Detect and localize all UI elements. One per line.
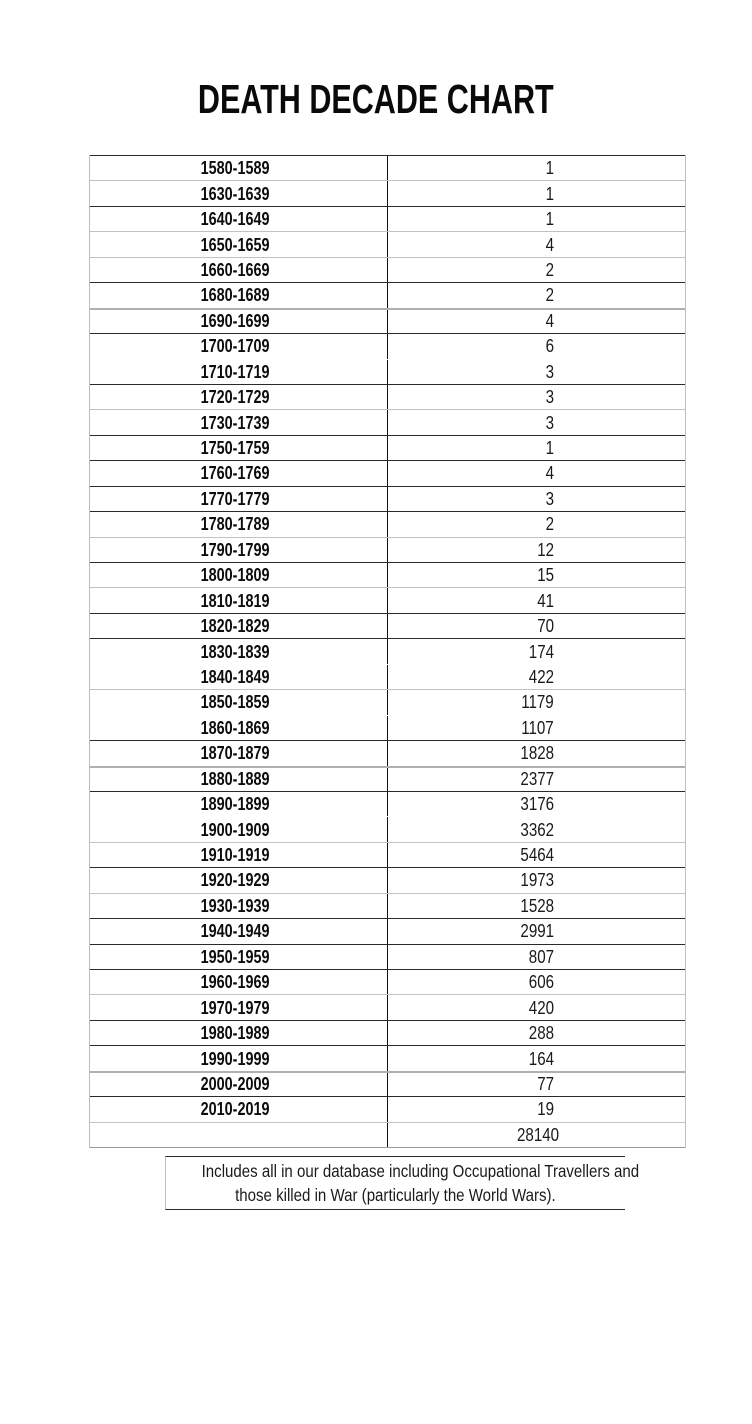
decade-cell bbox=[90, 690, 388, 714]
decade-cell bbox=[90, 716, 388, 740]
count-cell bbox=[388, 690, 685, 714]
count-cell bbox=[388, 436, 685, 460]
table-row bbox=[90, 206, 685, 231]
table-row bbox=[90, 613, 685, 638]
count-value: 4 bbox=[545, 234, 554, 255]
decade-cell bbox=[90, 207, 388, 231]
table-row bbox=[90, 460, 685, 485]
count-value: 3 bbox=[545, 488, 554, 509]
count-value: 1107 bbox=[521, 717, 554, 738]
decade-cell bbox=[90, 741, 388, 765]
count-value: 3 bbox=[545, 412, 554, 433]
decade-cell bbox=[90, 487, 388, 511]
decade-label: 1990-1999 bbox=[201, 1048, 270, 1069]
table-row bbox=[90, 359, 685, 384]
count-value: 2 bbox=[545, 514, 554, 535]
table-row bbox=[90, 918, 685, 943]
count-cell bbox=[388, 1021, 685, 1045]
table-row bbox=[90, 944, 685, 969]
count-cell bbox=[388, 716, 685, 740]
decade-label: 1650-1659 bbox=[201, 234, 270, 255]
count-value: 606 bbox=[528, 972, 554, 993]
decade-cell bbox=[90, 156, 388, 180]
decade-label: 1690-1699 bbox=[201, 311, 270, 332]
count-cell bbox=[388, 283, 685, 307]
decade-cell bbox=[90, 360, 388, 384]
table-row bbox=[90, 994, 685, 1019]
count-value: 1179 bbox=[521, 692, 554, 713]
table-row bbox=[90, 893, 685, 918]
decade-label: 1940-1949 bbox=[201, 921, 270, 942]
decade-cell bbox=[90, 588, 388, 612]
count-value: 174 bbox=[528, 641, 554, 662]
decade-label: 1890-1899 bbox=[201, 794, 270, 815]
footnote-line-2 bbox=[166, 1183, 625, 1207]
table-row bbox=[90, 257, 685, 282]
decade-label: 1660-1669 bbox=[201, 259, 270, 280]
count-value: 1528 bbox=[520, 895, 554, 916]
table-row bbox=[90, 282, 685, 307]
decade-label: 1680-1689 bbox=[201, 285, 270, 306]
count-cell bbox=[388, 792, 685, 816]
table-row bbox=[90, 486, 685, 511]
count-value: 41 bbox=[537, 590, 554, 611]
count-cell bbox=[388, 538, 685, 562]
count-cell bbox=[388, 665, 685, 689]
decade-cell bbox=[90, 868, 388, 892]
decade-label: 1980-1989 bbox=[201, 1023, 270, 1044]
decade-cell bbox=[90, 945, 388, 969]
decade-label: 1630-1639 bbox=[201, 183, 270, 204]
count-cell bbox=[388, 995, 685, 1019]
table-row bbox=[90, 664, 685, 689]
table-row bbox=[90, 231, 685, 256]
table-row bbox=[90, 384, 685, 409]
count-cell bbox=[388, 334, 685, 358]
decade-cell bbox=[90, 665, 388, 689]
decade-label: 1750-1759 bbox=[201, 438, 270, 459]
count-cell bbox=[388, 232, 685, 256]
decade-cell bbox=[90, 919, 388, 943]
decade-label: 1960-1969 bbox=[201, 972, 270, 993]
decade-label: 1580-1589 bbox=[201, 158, 270, 179]
decade-cell bbox=[90, 995, 388, 1019]
table-row bbox=[90, 1071, 685, 1096]
count-value: 2 bbox=[545, 259, 554, 280]
count-value: 1 bbox=[545, 183, 554, 204]
decade-label: 1860-1869 bbox=[201, 717, 270, 738]
footnote-line-1-text: Includes all in our database including Occupational Travellers and bbox=[201, 1161, 640, 1181]
count-cell bbox=[388, 970, 685, 994]
decade-cell bbox=[90, 894, 388, 918]
count-value: 6 bbox=[545, 336, 554, 357]
decade-cell bbox=[90, 410, 388, 434]
decade-label: 1720-1729 bbox=[201, 387, 270, 408]
decade-cell bbox=[90, 538, 388, 562]
count-value: 164 bbox=[528, 1048, 554, 1069]
footnote-line-1 bbox=[166, 1159, 640, 1183]
count-cell bbox=[388, 868, 685, 892]
decade-label: 1700-1709 bbox=[201, 336, 270, 357]
decade-label: 1870-1879 bbox=[201, 743, 270, 764]
count-cell bbox=[388, 410, 685, 434]
count-cell bbox=[388, 207, 685, 231]
decade-cell bbox=[90, 563, 388, 587]
total-count-value: 28140 bbox=[516, 1124, 559, 1145]
count-value: 1 bbox=[545, 438, 554, 459]
count-value: 807 bbox=[528, 946, 554, 967]
count-value: 1 bbox=[545, 158, 554, 179]
count-cell bbox=[388, 310, 685, 333]
table-row bbox=[90, 766, 685, 791]
count-value: 4 bbox=[545, 463, 554, 484]
count-cell bbox=[388, 487, 685, 511]
decade-label: 1830-1839 bbox=[201, 641, 270, 662]
decade-cell bbox=[90, 768, 388, 791]
count-value: 3 bbox=[545, 387, 554, 408]
decade-label: 1800-1809 bbox=[201, 565, 270, 586]
decade-label: 1850-1859 bbox=[201, 692, 270, 713]
count-value: 422 bbox=[528, 666, 554, 687]
count-cell bbox=[388, 1046, 685, 1070]
count-cell bbox=[388, 768, 685, 791]
decade-label: 1780-1789 bbox=[201, 514, 270, 535]
decade-label: 1810-1819 bbox=[201, 590, 270, 611]
decade-cell bbox=[90, 639, 388, 663]
count-value: 70 bbox=[537, 616, 554, 637]
decade-cell bbox=[90, 970, 388, 994]
count-value: 2 bbox=[545, 285, 554, 306]
decade-cell bbox=[90, 436, 388, 460]
count-value: 4 bbox=[545, 311, 554, 332]
decade-label: 1880-1889 bbox=[201, 769, 270, 790]
total-count-cell bbox=[388, 1123, 685, 1147]
decade-cell bbox=[90, 1073, 388, 1096]
count-cell bbox=[388, 461, 685, 485]
count-value: 12 bbox=[537, 539, 554, 560]
decade-label: 1640-1649 bbox=[201, 209, 270, 230]
table-row bbox=[90, 409, 685, 434]
decade-cell bbox=[90, 1097, 388, 1121]
count-cell bbox=[388, 156, 685, 180]
count-value: 2377 bbox=[520, 769, 554, 790]
total-row bbox=[90, 1122, 685, 1147]
table-row bbox=[90, 1096, 685, 1121]
count-value: 2991 bbox=[520, 921, 554, 942]
decade-cell bbox=[90, 461, 388, 485]
table-row bbox=[90, 308, 685, 333]
decade-cell bbox=[90, 792, 388, 816]
table-row bbox=[90, 562, 685, 587]
table-row bbox=[90, 333, 685, 358]
decade-label: 1790-1799 bbox=[201, 539, 270, 560]
count-cell bbox=[388, 563, 685, 587]
table-row bbox=[90, 816, 685, 841]
count-value: 3 bbox=[545, 361, 554, 382]
count-cell bbox=[388, 1073, 685, 1096]
decade-label: 1820-1829 bbox=[201, 616, 270, 637]
count-value: 77 bbox=[537, 1074, 554, 1095]
decade-label: 1930-1939 bbox=[201, 895, 270, 916]
count-cell bbox=[388, 512, 685, 536]
count-cell bbox=[388, 360, 685, 384]
table-row bbox=[90, 689, 685, 714]
table-row bbox=[90, 740, 685, 765]
decade-label: 1840-1849 bbox=[201, 666, 270, 687]
count-cell bbox=[388, 258, 685, 282]
footnote-line-2-text: those killed in War (particularly the World Wars). bbox=[235, 1185, 556, 1205]
count-cell bbox=[388, 919, 685, 943]
count-cell bbox=[388, 181, 685, 205]
decade-cell bbox=[90, 334, 388, 358]
decade-label: 1920-1929 bbox=[201, 870, 270, 891]
table-row bbox=[90, 435, 685, 460]
count-value: 1 bbox=[545, 209, 554, 230]
decade-cell bbox=[90, 614, 388, 638]
table-row bbox=[90, 537, 685, 562]
decade-label: 2000-2009 bbox=[201, 1074, 270, 1095]
table-row bbox=[90, 842, 685, 867]
decade-label: 1710-1719 bbox=[201, 361, 270, 382]
death-decade-table bbox=[89, 155, 686, 1148]
count-cell bbox=[388, 741, 685, 765]
table-row bbox=[90, 155, 685, 180]
total-label-cell bbox=[90, 1123, 388, 1147]
decade-label: 2010-2019 bbox=[201, 1099, 270, 1120]
table-row bbox=[90, 1045, 685, 1070]
count-value: 19 bbox=[537, 1099, 554, 1120]
table-row bbox=[90, 1020, 685, 1045]
decade-cell bbox=[90, 843, 388, 867]
count-cell bbox=[388, 843, 685, 867]
table-row bbox=[90, 969, 685, 994]
count-cell bbox=[388, 639, 685, 663]
decade-cell bbox=[90, 283, 388, 307]
count-value: 15 bbox=[537, 565, 554, 586]
count-cell bbox=[388, 894, 685, 918]
table-row bbox=[90, 715, 685, 740]
table-row bbox=[90, 180, 685, 205]
count-value: 420 bbox=[528, 997, 554, 1018]
page-title-text: DEATH DECADE CHART bbox=[198, 76, 554, 122]
table-row bbox=[90, 511, 685, 536]
count-cell bbox=[388, 614, 685, 638]
decade-cell bbox=[90, 258, 388, 282]
page-title bbox=[0, 78, 752, 120]
count-value: 3176 bbox=[520, 794, 554, 815]
decade-cell bbox=[90, 385, 388, 409]
decade-label: 1910-1919 bbox=[201, 845, 270, 866]
decade-cell bbox=[90, 232, 388, 256]
count-value: 1828 bbox=[520, 743, 554, 764]
footnote-box bbox=[165, 1156, 640, 1210]
decade-cell bbox=[90, 181, 388, 205]
count-cell bbox=[388, 588, 685, 612]
count-value: 3362 bbox=[520, 819, 554, 840]
decade-label: 1770-1779 bbox=[201, 488, 270, 509]
count-cell bbox=[388, 945, 685, 969]
count-value: 288 bbox=[528, 1023, 554, 1044]
decade-cell bbox=[90, 310, 388, 333]
table-row bbox=[90, 638, 685, 663]
decade-cell bbox=[90, 512, 388, 536]
decade-cell bbox=[90, 817, 388, 841]
decade-label: 1900-1909 bbox=[201, 819, 270, 840]
count-cell bbox=[388, 1097, 685, 1121]
decade-label: 1730-1739 bbox=[201, 412, 270, 433]
table-bottom-border bbox=[90, 1147, 685, 1148]
count-value: 1973 bbox=[520, 870, 554, 891]
count-cell bbox=[388, 385, 685, 409]
decade-cell bbox=[90, 1046, 388, 1070]
table-row bbox=[90, 587, 685, 612]
count-cell bbox=[388, 817, 685, 841]
count-value: 5464 bbox=[520, 845, 554, 866]
decade-label: 1970-1979 bbox=[201, 997, 270, 1018]
decade-cell bbox=[90, 1021, 388, 1045]
decade-label: 1950-1959 bbox=[201, 946, 270, 967]
table-row bbox=[90, 867, 685, 892]
decade-label: 1760-1769 bbox=[201, 463, 270, 484]
table-row bbox=[90, 791, 685, 816]
